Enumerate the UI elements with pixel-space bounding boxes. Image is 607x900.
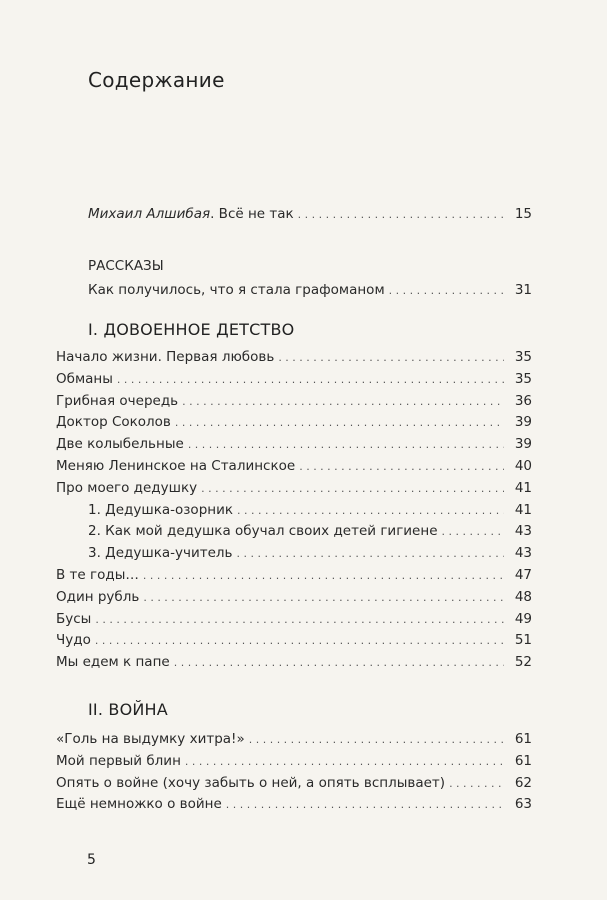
toc-entry-page: 41 <box>514 479 532 496</box>
dot-leader <box>143 588 504 608</box>
dot-leader <box>226 795 504 815</box>
toc-entry-page: 47 <box>514 567 532 583</box>
toc-entry-text: «Голь на выдумку хитра!» <box>56 731 245 747</box>
toc-entry-page: 43 <box>514 545 532 562</box>
toc-entry <box>56 478 532 498</box>
toc-entry-page: 61 <box>514 752 532 769</box>
section-heading-1: I. ДОВОЕННОЕ ДЕТСТВО <box>88 320 295 339</box>
toc-entry-page: 51 <box>514 632 532 649</box>
toc-entry-page: 43 <box>514 523 532 540</box>
toc-entry-text: Грибная очередь <box>56 392 179 409</box>
toc-entry-text: Ещё немножко о войне <box>56 796 222 813</box>
toc-entry <box>56 609 532 629</box>
dot-leader <box>185 752 504 772</box>
dot-leader <box>299 457 504 477</box>
toc-entry-page: 36 <box>514 392 532 409</box>
dot-leader <box>237 501 504 521</box>
toc-entry <box>56 729 532 749</box>
toc-entry <box>56 565 532 585</box>
toc-entry <box>56 630 532 650</box>
toc-entry-page: 63 <box>514 796 532 813</box>
toc-entry-text: Опять о войне (хочу забыть о ней, а опять всплывает) <box>56 774 446 791</box>
toc-entry-text: Две колыбельные <box>56 436 184 453</box>
page-title: Содержание <box>88 68 225 92</box>
toc-entry <box>88 521 532 541</box>
dot-leader <box>298 205 504 225</box>
toc-entry-text: Обманы <box>56 370 113 387</box>
toc-entry-text: Мой первый блин <box>56 752 181 769</box>
toc-entry-text: 1. Дедушка-озорник <box>88 501 234 518</box>
toc-entry-text <box>88 204 294 224</box>
toc-entry-page: 48 <box>514 588 532 605</box>
toc-entry <box>56 587 532 607</box>
toc-entry <box>56 369 532 389</box>
dot-leader <box>389 281 504 301</box>
toc-entry-text: 3. Дедушка-учитель <box>88 545 233 562</box>
toc-entry-text: В те годы… <box>56 567 139 583</box>
intro-title: . Всё не так <box>210 206 294 222</box>
toc-entry-intro <box>88 204 532 224</box>
toc-entry-page: 39 <box>514 436 532 453</box>
dot-leader <box>174 653 504 673</box>
toc-entry <box>88 500 532 520</box>
dot-leader <box>237 544 505 564</box>
toc-entry-page: 35 <box>514 370 532 387</box>
toc-entry-text: 2. Как мой дедушка обучал своих детей гигиене <box>88 523 438 540</box>
toc-entry-page: 40 <box>514 458 532 474</box>
dot-leader <box>442 522 505 542</box>
toc-entry <box>56 391 532 411</box>
dot-leader <box>95 631 504 651</box>
toc-entry-page: 61 <box>514 731 532 747</box>
dot-leader <box>182 392 504 412</box>
author-name: Михаил Алшибая <box>88 206 211 222</box>
toc-entry <box>56 456 532 476</box>
toc-entry <box>56 794 532 814</box>
toc-entry <box>56 347 532 367</box>
toc-entry-page: 39 <box>514 414 532 431</box>
toc-entry-page: 62 <box>514 774 532 791</box>
dot-leader <box>201 479 504 499</box>
page-number: 5 <box>87 852 96 868</box>
toc-entry-text: Начало жизни. Первая любовь <box>56 349 275 365</box>
dot-leader <box>278 348 504 368</box>
toc-entry-page: 52 <box>514 654 532 671</box>
toc-entry-text: Один рубль <box>56 588 140 605</box>
toc-entry <box>56 434 532 454</box>
toc-entry-stories <box>88 280 532 300</box>
stories-heading: РАССКАЗЫ <box>88 258 164 274</box>
toc-entry-text: Чудо <box>56 632 91 649</box>
dot-leader <box>143 566 504 586</box>
toc-entry-page: 31 <box>514 282 532 298</box>
dot-leader <box>188 435 504 455</box>
section-heading-2: II. ВОЙНА <box>88 700 168 719</box>
toc-entry <box>88 543 532 563</box>
toc-entry <box>56 773 532 793</box>
dot-leader <box>95 610 504 630</box>
dot-leader <box>249 730 504 750</box>
toc-entry-text: Как получилось, что я стала графоманом <box>88 282 385 298</box>
toc-entry <box>56 751 532 771</box>
toc-entry-text: Про моего дедушку <box>56 479 198 496</box>
dot-leader <box>449 774 504 794</box>
toc-entry-page: 41 <box>514 501 532 518</box>
toc-entry-page: 49 <box>514 610 532 627</box>
toc-entry <box>56 412 532 432</box>
toc-entry <box>56 652 532 672</box>
toc-entry-text: Меняю Ленинское на Сталинское <box>56 458 296 474</box>
toc-entry-page: 15 <box>514 206 532 222</box>
toc-entry-text: Мы едем к папе <box>56 654 170 671</box>
toc-entry-page: 35 <box>514 349 532 365</box>
dot-leader <box>175 413 504 433</box>
toc-entry-text: Доктор Соколов <box>56 414 171 431</box>
dot-leader <box>117 370 504 390</box>
toc-entry-text: Бусы <box>56 610 92 627</box>
